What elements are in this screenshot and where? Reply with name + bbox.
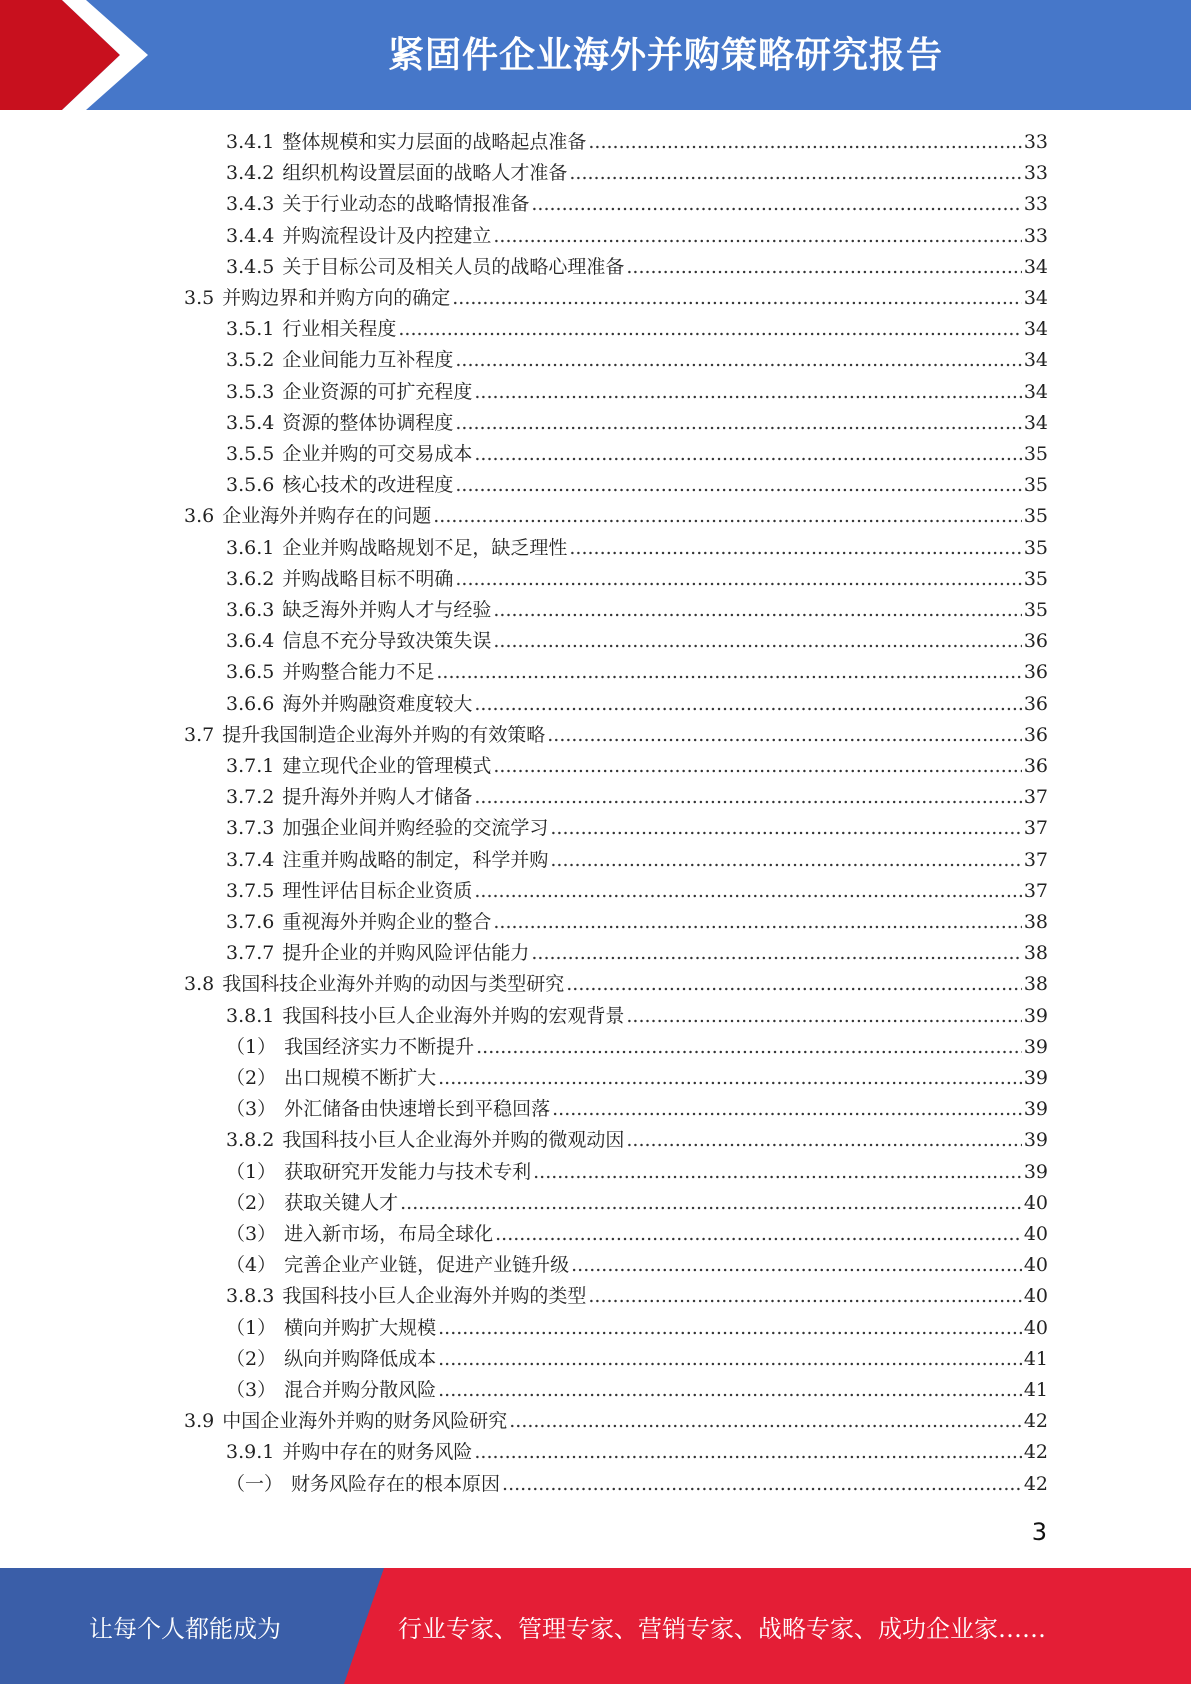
toc-dot-leader: [626, 1125, 1021, 1156]
toc-entry-page: 34: [1023, 412, 1048, 434]
toc-entry[interactable]: [226, 127, 1048, 158]
toc-entry[interactable]: [226, 1437, 1048, 1468]
toc-entry-number: 3.8.3: [226, 1285, 275, 1307]
toc-dot-leader: [588, 127, 1021, 158]
toc-entry-page: 40: [1023, 1285, 1048, 1307]
toc-entry-page: 34: [1023, 349, 1048, 371]
page-header: [0, 0, 1191, 110]
toc-entry-title: 资源的整体协调程度: [282, 412, 454, 434]
toc-entry-page: 35: [1023, 474, 1048, 496]
toc-dot-leader: [588, 1281, 1021, 1312]
toc-entry-number: （一）: [226, 1473, 284, 1495]
toc-entry-title: 关于行业动态的战略情报准备: [282, 193, 530, 215]
toc-entry[interactable]: [184, 1406, 1048, 1437]
toc-entry-number: 3.7.3: [226, 817, 275, 839]
toc-dot-leader: [569, 158, 1021, 189]
toc-entry-page: 34: [1023, 256, 1048, 278]
header-arrow-decoration: [0, 0, 160, 110]
toc-entry-title: 行业相关程度: [282, 318, 397, 340]
toc-entry[interactable]: [226, 533, 1048, 564]
toc-dot-leader: [474, 782, 1021, 813]
toc-entry[interactable]: [226, 345, 1048, 376]
toc-entry-title: 纵向并购降低成本: [284, 1348, 437, 1370]
toc-entry[interactable]: [226, 1375, 1048, 1406]
toc-entry-number: 3.5.6: [226, 474, 275, 496]
toc-entry-page: 42: [1023, 1410, 1048, 1432]
toc-entry-title: 加强企业间并购经验的交流学习: [282, 817, 549, 839]
toc-entry-number: 3.7.1: [226, 755, 275, 777]
toc-entry-page: 35: [1023, 599, 1048, 621]
toc-dot-leader: [493, 751, 1021, 782]
toc-entry-title: 财务风险存在的根本原因: [291, 1473, 501, 1495]
toc-entry-page: 42: [1023, 1441, 1048, 1463]
toc-entry-number: （2）: [226, 1067, 277, 1089]
toc-dot-leader: [438, 1375, 1022, 1406]
toc-entry-page: 36: [1023, 630, 1048, 652]
toc-entry-page: 37: [1023, 849, 1048, 871]
toc-dot-leader: [550, 813, 1021, 844]
toc-dot-leader: [474, 1437, 1021, 1468]
toc-entry-page: 40: [1023, 1223, 1048, 1245]
toc-entry-number: 3.9.1: [226, 1441, 275, 1463]
toc-entry-title: 并购战略目标不明确: [282, 568, 454, 590]
toc-entry[interactable]: [226, 1469, 1048, 1500]
toc-entry-title: 并购流程设计及内控建立: [282, 225, 492, 247]
toc-entry-number: 3.4.3: [226, 193, 275, 215]
toc-entry-title: 并购边界和并购方向的确定: [222, 287, 451, 309]
toc-entry-title: 缺乏海外并购人才与经验: [282, 599, 492, 621]
toc-entry-title: 组织机构设置层面的战略人才准备: [282, 162, 568, 184]
toc-entry-title: 建立现代企业的管理模式: [282, 755, 492, 777]
toc-entry-number: 3.6.3: [226, 599, 275, 621]
toc-dot-leader: [493, 626, 1021, 657]
toc-entry-title: 我国科技企业海外并购的动因与类型研究: [222, 973, 565, 995]
toc-entry-number: 3.4.2: [226, 162, 275, 184]
toc-entry[interactable]: [226, 1125, 1048, 1156]
report-title: 紧固件企业海外并购策略研究报告: [387, 34, 943, 76]
toc-entry-number: （2）: [226, 1192, 277, 1214]
toc-dot-leader: [509, 1406, 1022, 1437]
toc-entry-number: 3.7.2: [226, 786, 275, 808]
toc-entry-title: 我国科技小巨人企业海外并购的宏观背景: [282, 1005, 625, 1027]
toc-entry-page: 33: [1023, 193, 1048, 215]
toc-entry[interactable]: [226, 408, 1048, 439]
toc-entry-number: 3.8.1: [226, 1005, 275, 1027]
toc-entry-page: 40: [1023, 1254, 1048, 1276]
page-footer: [0, 1568, 1191, 1684]
toc-entry-number: 3.7: [184, 724, 215, 746]
toc-dot-leader: [455, 345, 1021, 376]
toc-entry-page: 34: [1023, 318, 1048, 340]
toc-entry[interactable]: [226, 470, 1048, 501]
toc-entry-title: 核心技术的改进程度: [282, 474, 454, 496]
toc-entry[interactable]: [226, 595, 1048, 626]
toc-entry[interactable]: [226, 377, 1048, 408]
toc-entry-number: 3.7.7: [226, 942, 275, 964]
toc-entry-title: 海外并购融资难度较大: [282, 693, 473, 715]
toc-entry-title: 完善企业产业链，促进产业链升级: [284, 1254, 570, 1276]
toc-entry-page: 35: [1023, 443, 1048, 465]
toc-entry-title: 混合并购分散风险: [284, 1379, 437, 1401]
toc-entry-page: 34: [1023, 287, 1048, 309]
toc-entry-number: 3.5.3: [226, 381, 275, 403]
toc-entry-number: 3.5: [184, 287, 215, 309]
toc-entry-page: 37: [1023, 786, 1048, 808]
toc-entry-number: 3.5.1: [226, 318, 275, 340]
toc-entry-page: 35: [1023, 537, 1048, 559]
toc-entry-number: （2）: [226, 1348, 277, 1370]
toc-entry-page: 35: [1023, 568, 1048, 590]
toc-dot-leader: [531, 938, 1021, 969]
toc-entry-page: 39: [1023, 1005, 1048, 1027]
toc-entry-page: 33: [1023, 131, 1048, 153]
toc-dot-leader: [495, 1219, 1022, 1250]
toc-entry[interactable]: [184, 969, 1048, 1000]
toc-entry-number: （1）: [226, 1161, 277, 1183]
toc-entry[interactable]: [226, 1281, 1048, 1312]
toc-entry-number: （1）: [226, 1036, 277, 1058]
toc-entry-number: 3.5.5: [226, 443, 275, 465]
toc-entry[interactable]: [226, 1188, 1048, 1219]
toc-entry[interactable]: [226, 1094, 1048, 1125]
toc-entry-number: （1）: [226, 1317, 277, 1339]
toc-entry[interactable]: [226, 845, 1048, 876]
toc-dot-leader: [474, 377, 1021, 408]
toc-entry-title: 我国经济实力不断提升: [284, 1036, 475, 1058]
toc-entry-number: 3.5.4: [226, 412, 275, 434]
toc-entry-title: 关于目标公司及相关人员的战略心理准备: [282, 256, 625, 278]
toc-entry-number: 3.6.6: [226, 693, 275, 715]
toc-dot-leader: [474, 876, 1021, 907]
toc-entry-number: 3.4.4: [226, 225, 275, 247]
toc-entry-page: 39: [1023, 1036, 1048, 1058]
toc-entry[interactable]: [226, 1063, 1048, 1094]
toc-entry[interactable]: [226, 751, 1048, 782]
toc-entry-title: 获取关键人才: [284, 1192, 399, 1214]
toc-entry-number: 3.6.2: [226, 568, 275, 590]
toc-dot-leader: [455, 408, 1021, 439]
toc-dot-leader: [398, 314, 1021, 345]
toc-entry-title: 提升企业的并购风险评估能力: [282, 942, 530, 964]
footer-slogan-left: 让每个人都能成为: [89, 1614, 281, 1643]
toc-entry-title: 提升我国制造企业海外并购的有效策略: [222, 724, 546, 746]
toc-dot-leader: [474, 689, 1021, 720]
toc-dot-leader: [433, 501, 1022, 532]
toc-entry[interactable]: [226, 221, 1048, 252]
toc-entry-title: 企业间能力互补程度: [282, 349, 454, 371]
toc-entry-title: 中国企业海外并购的财务风险研究: [222, 1410, 508, 1432]
toc-entry[interactable]: [226, 1250, 1048, 1281]
toc-dot-leader: [552, 1094, 1022, 1125]
toc-entry-title: 注重并购战略的制定，科学并购: [282, 849, 549, 871]
toc-entry[interactable]: [226, 1219, 1048, 1250]
toc-entry[interactable]: [226, 876, 1048, 907]
toc-entry[interactable]: [226, 158, 1048, 189]
toc-entry-page: 37: [1023, 817, 1048, 839]
toc-entry[interactable]: [226, 189, 1048, 220]
toc-entry[interactable]: [226, 1344, 1048, 1375]
toc-entry-number: 3.4.1: [226, 131, 275, 153]
toc-entry-title: 企业资源的可扩充程度: [282, 381, 473, 403]
toc-entry-title: 企业并购战略规划不足，缺乏理性: [282, 537, 568, 559]
toc-entry-page: 41: [1023, 1348, 1048, 1370]
toc-entry-page: 41: [1023, 1379, 1048, 1401]
toc-entry[interactable]: [226, 813, 1048, 844]
toc-entry[interactable]: [226, 1157, 1048, 1188]
toc-entry-title: 企业海外并购存在的问题: [222, 505, 432, 527]
toc-dot-leader: [626, 252, 1021, 283]
toc-dot-leader: [547, 720, 1022, 751]
toc-dot-leader: [550, 845, 1021, 876]
toc-entry-page: 38: [1023, 911, 1048, 933]
toc-entry[interactable]: [226, 252, 1048, 283]
toc-entry-page: 39: [1023, 1098, 1048, 1120]
toc-entry-page: 34: [1023, 381, 1048, 403]
toc-entry-number: （3）: [226, 1379, 277, 1401]
toc-entry[interactable]: [226, 1001, 1048, 1032]
toc-entry-title: 我国科技小巨人企业海外并购的微观动因: [282, 1129, 625, 1151]
toc-entry-page: 39: [1023, 1129, 1048, 1151]
toc-dot-leader: [455, 564, 1021, 595]
toc-entry[interactable]: [184, 501, 1048, 532]
toc-entry-title: 外汇储备由快速增长到平稳回落: [284, 1098, 551, 1120]
footer-slogan-right: 行业专家、管理专家、营销专家、战略专家、成功企业家……: [398, 1614, 1046, 1643]
toc-entry-title: 整体规模和实力层面的战略起点准备: [282, 131, 587, 153]
toc-entry-number: 3.6: [184, 505, 215, 527]
toc-entry-number: （3）: [226, 1223, 277, 1245]
toc-entry[interactable]: [226, 689, 1048, 720]
toc-entry-number: （3）: [226, 1098, 277, 1120]
toc-entry-page: 37: [1023, 880, 1048, 902]
toc-entry-title: 我国科技小巨人企业海外并购的类型: [282, 1285, 587, 1307]
toc-entry-number: （4）: [226, 1254, 277, 1276]
toc-entry-page: 36: [1023, 693, 1048, 715]
toc-dot-leader: [571, 1250, 1022, 1281]
toc-entry-title: 理性评估目标企业资质: [282, 880, 473, 902]
toc-dot-leader: [493, 221, 1021, 252]
toc-entry[interactable]: [226, 907, 1048, 938]
toc-entry-title: 提升海外并购人才储备: [282, 786, 473, 808]
toc-entry-page: 39: [1023, 1067, 1048, 1089]
toc-dot-leader: [474, 439, 1021, 470]
toc-entry-page: 40: [1023, 1192, 1048, 1214]
toc-entry-title: 获取研究开发能力与技术专利: [284, 1161, 532, 1183]
toc-dot-leader: [452, 283, 1022, 314]
toc-entry-page: 36: [1023, 661, 1048, 683]
toc-entry-page: 36: [1023, 755, 1048, 777]
toc-entry[interactable]: [226, 657, 1048, 688]
toc-entry-page: 33: [1023, 225, 1048, 247]
toc-dot-leader: [438, 1313, 1022, 1344]
toc-dot-leader: [533, 1157, 1022, 1188]
toc-dot-leader: [569, 533, 1021, 564]
toc-entry-page: 38: [1023, 973, 1048, 995]
toc-dot-leader: [531, 189, 1021, 220]
toc-entry-number: 3.7.5: [226, 880, 275, 902]
toc-entry-page: 39: [1023, 1161, 1048, 1183]
toc-entry-page: 40: [1023, 1317, 1048, 1339]
toc-dot-leader: [436, 657, 1021, 688]
toc-dot-leader: [476, 1032, 1022, 1063]
toc-entry[interactable]: [184, 283, 1048, 314]
toc-entry-page: 36: [1023, 724, 1048, 746]
page-number: 3: [1031, 1518, 1047, 1546]
toc-dot-leader: [438, 1344, 1022, 1375]
toc-entry[interactable]: [226, 938, 1048, 969]
toc-entry-title: 信息不充分导致决策失误: [282, 630, 492, 652]
toc-entry-number: 3.6.1: [226, 537, 275, 559]
toc-entry[interactable]: [226, 564, 1048, 595]
toc-entry-title: 企业并购的可交易成本: [282, 443, 473, 465]
toc-dot-leader: [493, 595, 1021, 626]
toc-entry-page: 35: [1023, 505, 1048, 527]
toc-entry-number: 3.9: [184, 1410, 215, 1432]
toc-entry[interactable]: [226, 782, 1048, 813]
toc-entry-number: 3.6.4: [226, 630, 275, 652]
toc-entry-page: 38: [1023, 942, 1048, 964]
toc-dot-leader: [493, 907, 1021, 938]
toc-entry-page: 42: [1023, 1473, 1048, 1495]
toc-dot-leader: [502, 1469, 1022, 1500]
toc-entry[interactable]: [226, 1313, 1048, 1344]
toc-entry-number: 3.7.4: [226, 849, 275, 871]
toc-entry-number: 3.5.2: [226, 349, 275, 371]
toc-dot-leader: [626, 1001, 1021, 1032]
toc-entry[interactable]: [184, 720, 1048, 751]
toc-entry-number: 3.4.5: [226, 256, 275, 278]
toc-entry[interactable]: [226, 1032, 1048, 1063]
toc-entry[interactable]: [226, 626, 1048, 657]
toc-entry-title: 进入新市场，布局全球化: [284, 1223, 494, 1245]
toc-entry-title: 横向并购扩大规模: [284, 1317, 437, 1339]
toc-dot-leader: [400, 1188, 1022, 1219]
toc-dot-leader: [566, 969, 1022, 1000]
toc-dot-leader: [438, 1063, 1022, 1094]
toc-entry[interactable]: [226, 314, 1048, 345]
toc-dot-leader: [455, 470, 1021, 501]
toc-entry-number: 3.6.5: [226, 661, 275, 683]
toc-entry-title: 并购整合能力不足: [282, 661, 435, 683]
toc-entry[interactable]: [226, 439, 1048, 470]
toc-entry-number: 3.7.6: [226, 911, 275, 933]
toc-entry-number: 3.8.2: [226, 1129, 275, 1151]
toc-entry-page: 33: [1023, 162, 1048, 184]
toc-entry-title: 出口规模不断扩大: [284, 1067, 437, 1089]
toc-entry-number: 3.8: [184, 973, 215, 995]
toc-entry-title: 并购中存在的财务风险: [282, 1441, 473, 1463]
toc-entry-title: 重视海外并购企业的整合: [282, 911, 492, 933]
